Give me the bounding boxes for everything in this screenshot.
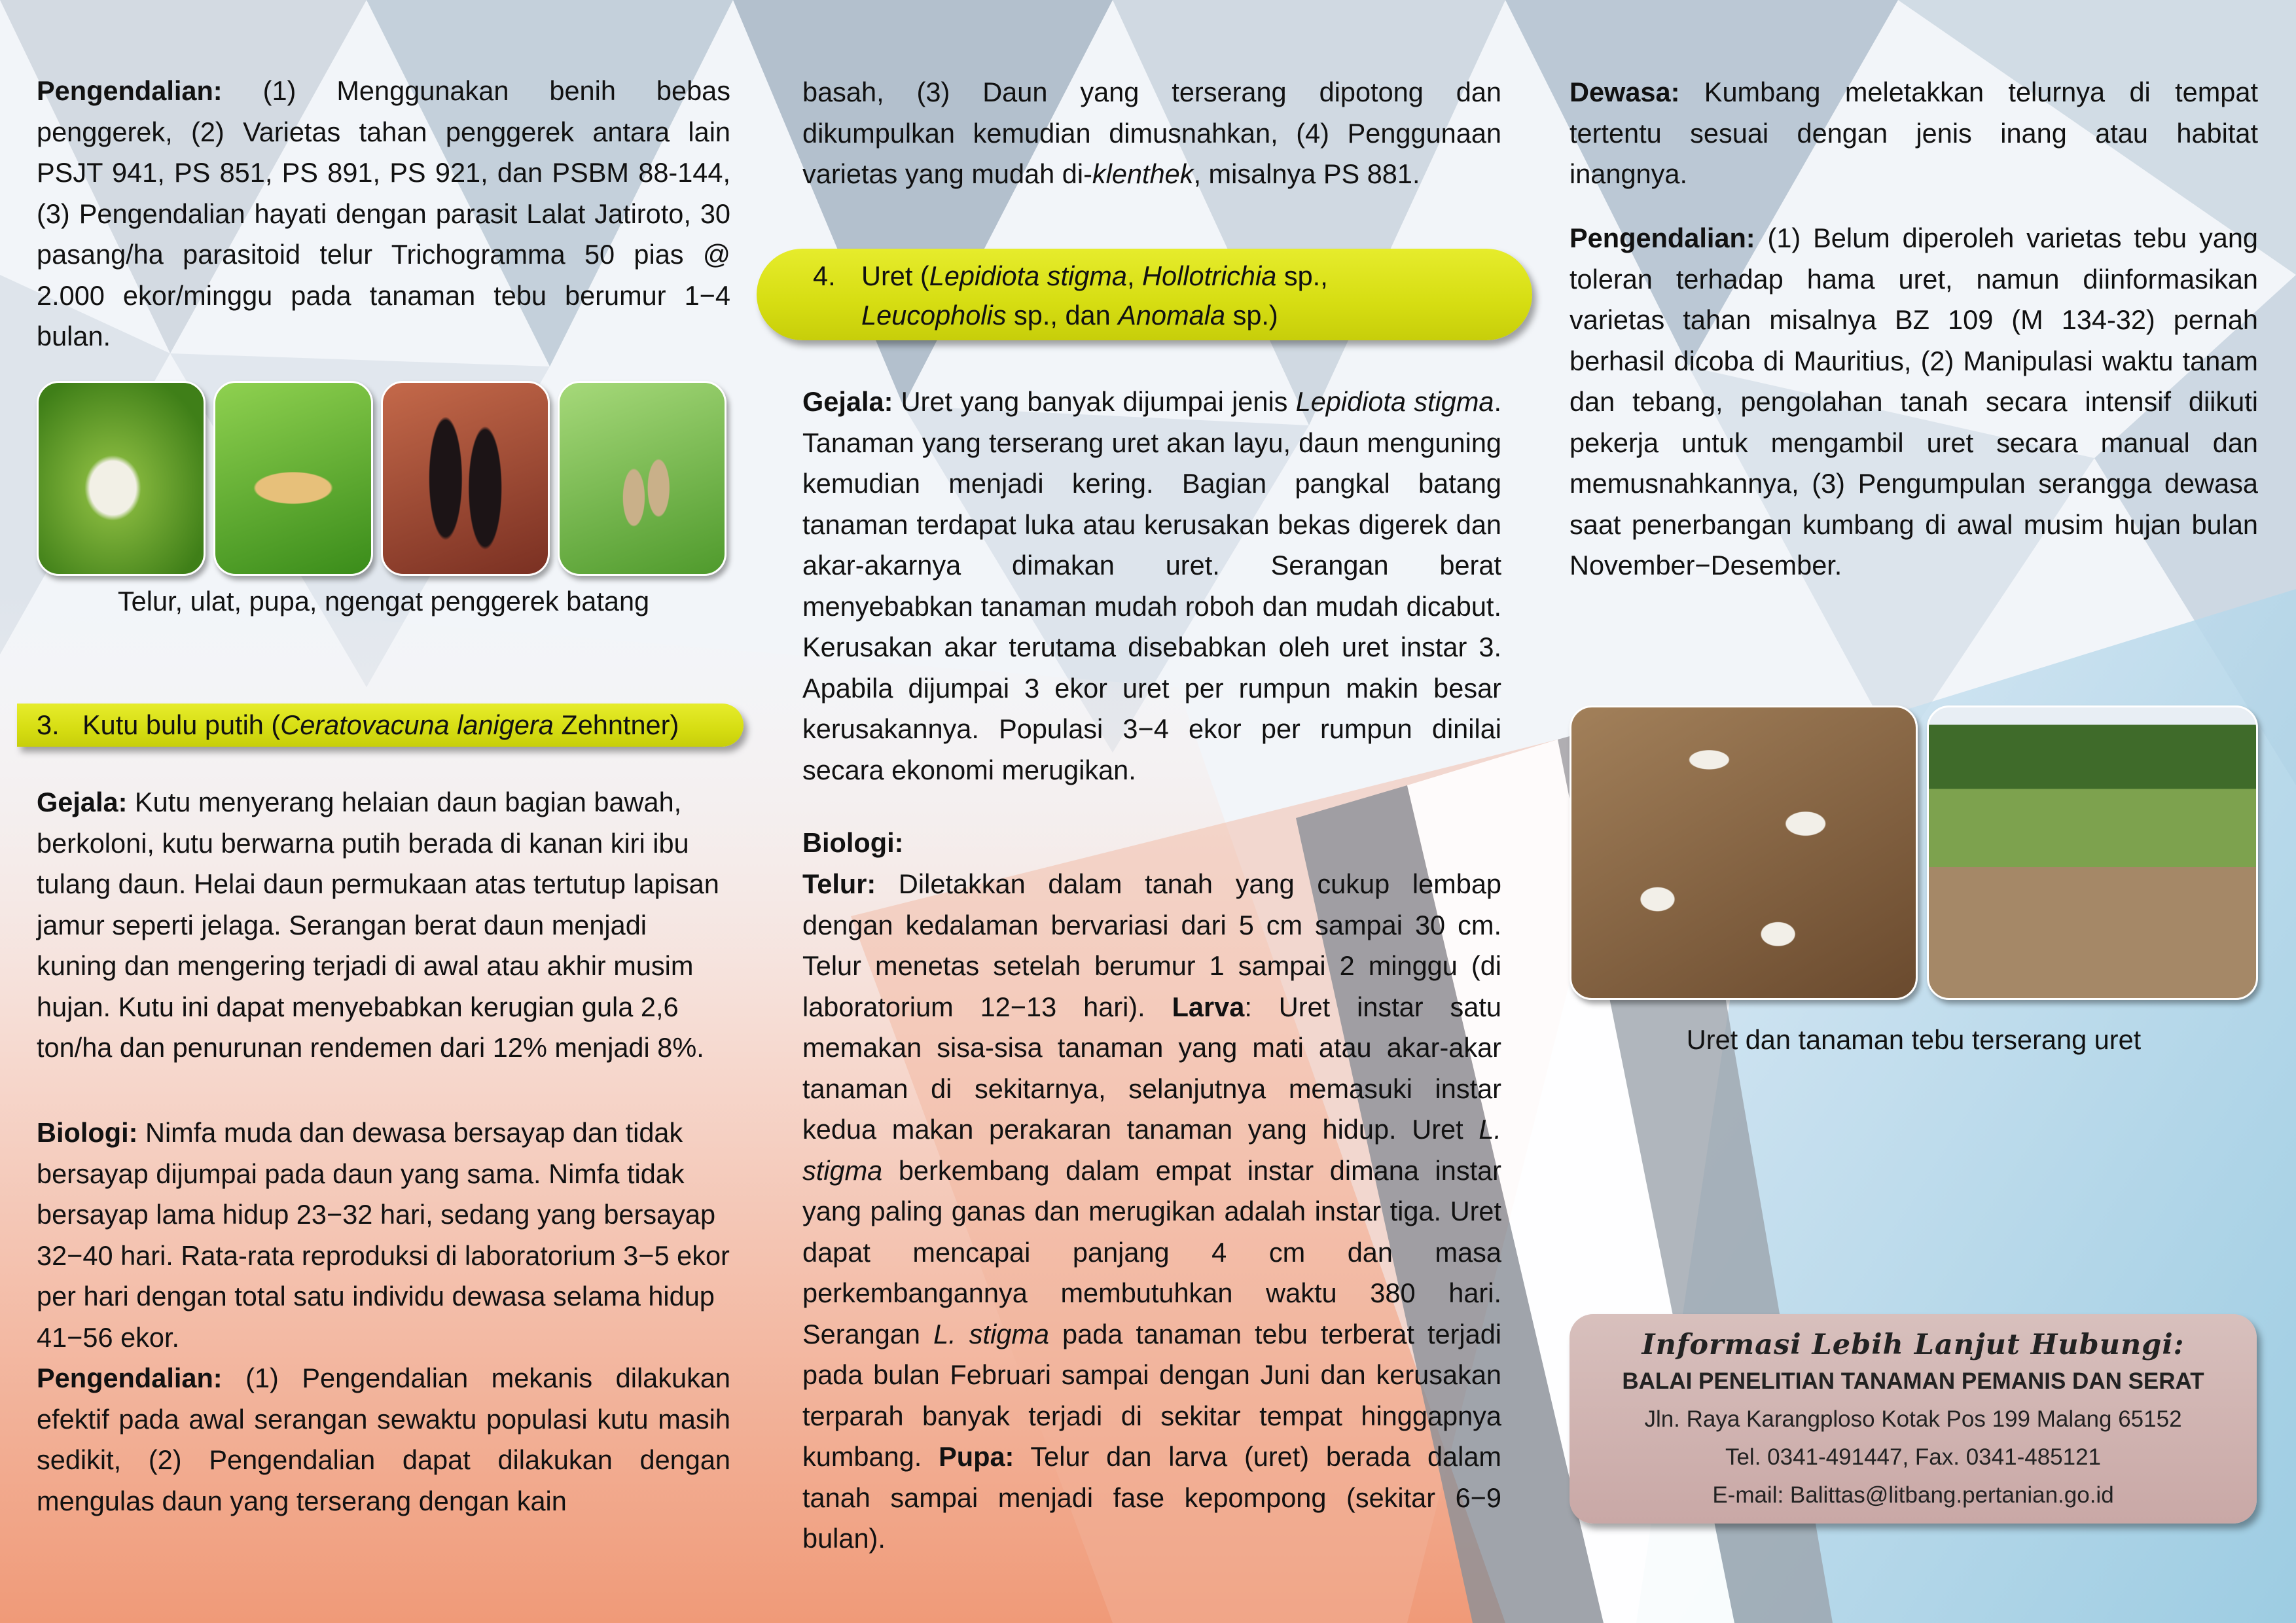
continued-text: basah, (3) Daun yang terserang dipotong dan dikumpulkan kemudian dimusnahkan, (4) Penggunaan varietas yang mudah di- — [802, 77, 1501, 189]
section-4-number: 4. — [813, 260, 836, 291]
larva-text-a: : Uret instar satu memakan sisa-sisa tanaman yang mati atau akar-akar tanaman di sekitarnya, selanjutnya memasuki instar kedua makan perakaran tanaman yang hidup. Uret — [802, 991, 1501, 1145]
gejala-uret-text-a: Uret yang banyak dijumpai jenis — [893, 386, 1296, 417]
larva-text-c: pada tanaman tebu terberat terjadi pada bulan Februari sampai dengan Juni dan kerusakan terparah banyak terjadi di sekitar tempat hinggapnya kumbang. — [802, 1318, 1502, 1472]
contact-box — [1570, 1314, 2257, 1524]
biologi-kutu-paragraph — [37, 1113, 730, 1358]
contact-heading: Informasi Lebih Lanjut Hubungi: — [1641, 1329, 2185, 1361]
section-4-sp2: sp., dan — [1006, 300, 1119, 330]
klenthek-term: klenthek — [1092, 158, 1194, 189]
larva-text-b: berkembang dalam empat instar dimana instar yang paling ganas dan merugikan adalah instar tiga. Uret dapat mencapai panjang 4 cm dan masa perkembangannya membutuhkan waktu 380 hari. Serangan — [802, 1154, 1501, 1349]
biologi-uret-label: Biologi: — [802, 827, 904, 858]
biologi-label: Biologi: — [37, 1117, 138, 1148]
section-4-species-2: Hollotrichia — [1142, 260, 1277, 291]
biologi-uret-paragraph — [802, 864, 1501, 1560]
section-4-species-1: Lepidiota stigma — [929, 260, 1127, 291]
section-4-end: sp.) — [1225, 300, 1278, 330]
section-3-author: Zehntner) — [553, 709, 679, 740]
email-link[interactable]: E-mail: Balittas@litbang.pertanian.go.id — [1712, 1482, 2114, 1508]
section-4-sep: , — [1126, 260, 1143, 291]
section-4-name: Uret ( — [861, 260, 929, 291]
pupa-label: Pupa: — [939, 1441, 1014, 1472]
gejala-uret-species: Lepidiota stigma — [1295, 386, 1494, 417]
larva-species-1: L. stigma — [802, 1114, 1501, 1186]
pupa-text: Telur dan larva (uret) berada dalam tanah sampai menjadi fase kepompong (sekitar 6−9 bulan). — [802, 1441, 1501, 1554]
pengendalian-uret-text: (1) Belum diperoleh varietas tebu yang toleran terhadap hama uret, namun diinformasikan varietas tahan misalnya BZ 109 (M 134-32) pernah berhasil dicoba di Mauritius, (2) Manipulasi waktu tanam dan tebang, pengolahan tanah secara intensif diikuti pekerja untuk mengambil uret secara manual dan memusnahkannya, (3) Pengumpulan serangga dewasa saat penerbangan kumbang di awal musim hujan bulan November−Desember. — [1570, 223, 2258, 580]
photo-egg — [37, 381, 206, 576]
pengendalian-text: (1) Menggunakan benih bebas penggerek, (2) Varietas tahan penggerek antara lain PSJT 941, PS 851, PS 891, PS 921, dan PSBM 88-144, (3) Pengendalian hayati dengan parasit Lalat Jatiroto, 30 pasang/ha parasitoid telur Trichogramma 50 pias @ 2.000 ekor/minggu pada tanaman tebu berumur 1−4 bulan. — [37, 75, 730, 351]
phone-fax: Tel. 0341-491447, Fax. 0341-485121 — [1725, 1444, 2102, 1470]
address: Jln. Raya Karangploso Kotak Pos 199 Malang 65152 — [1644, 1406, 2182, 1432]
photo-caption-right: Uret dan tanaman tebu terserang uret — [1686, 1024, 2142, 1055]
pengendalian-paragraph — [37, 71, 730, 357]
photo-moth — [558, 381, 726, 576]
pengendalian-kutu-text: (1) Pengendalian mekanis dilakukan efektif pada awal serangan sewaktu populasi kutu masih sedikit, (2) Pengendalian dapat dilakukan dengan mengulas daun yang terserang dengan kain — [37, 1363, 730, 1516]
section-4-species-3: Leucopholis — [861, 300, 1007, 330]
gejala-text: Kutu menyerang helaian daun bagian bawah, berkoloni, kutu berwarna putih berada di kanan kiri ibu tulang daun. Helai daun permukaan atas tertutup lapisan jamur seperti jelaga. Serangan berat daun menjadi kuning dan mengering terjadi di awal atau akhir musim hujan. Kutu ini dapat menyebabkan kerugian gula 2,6 ton/ha dan penurunan rendemen dari 12% menjadi 8%. — [37, 787, 719, 1063]
section-4-species-4: Anomala — [1118, 300, 1226, 330]
larva-label: Larva — [1172, 991, 1245, 1022]
section-3-name: Kutu bulu putih ( — [82, 709, 281, 740]
section-4-heading — [757, 249, 1532, 340]
pengendalian-uret-paragraph — [1570, 218, 2258, 586]
gejala-uret-paragraph — [802, 382, 1501, 791]
biologi-uret-title — [802, 823, 1501, 864]
gejala-kutu-paragraph — [37, 782, 730, 1069]
telur-label: Telur: — [802, 868, 876, 899]
section-3-species: Ceratovacuna lanigera — [280, 709, 554, 740]
photo-larva — [213, 381, 373, 576]
larva-species-2: L. stigma — [933, 1318, 1049, 1349]
section-3-heading — [17, 704, 744, 747]
continued-paragraph — [802, 72, 1501, 195]
gejala-uret-label: Gejala: — [802, 386, 893, 417]
pengendalian-kutu-paragraph — [37, 1358, 730, 1522]
section-3-number: 3. — [37, 709, 60, 740]
continued-text-end: , misalnya PS 881. — [1193, 158, 1420, 189]
dewasa-text: Kumbang meletakkan telurnya di tempat tertentu sesuai dengan jenis inang atau habitat inangnya. — [1570, 77, 2258, 189]
section-4-sp: sp., — [1276, 260, 1328, 291]
institution-name: BALAI PENELITIAN TANAMAN PEMANIS DAN SERAT — [1622, 1368, 2204, 1394]
pengendalian-label: Pengendalian: — [37, 75, 223, 106]
photo-uret-grubs — [1570, 705, 1918, 1000]
gejala-label: Gejala: — [37, 787, 128, 817]
dewasa-label: Dewasa: — [1570, 77, 1680, 107]
photo-damaged-field — [1927, 705, 2258, 1000]
pengendalian-kutu-label: Pengendalian: — [37, 1363, 223, 1393]
photo-caption-left: Telur, ulat, pupa, ngengat penggerek batang — [117, 586, 650, 616]
biologi-text: Nimfa muda dan dewasa bersayap dan tidak bersayap dijumpai pada daun yang sama. Nimfa tidak bersayap lama hidup 23−32 hari, sedang yang bersayap 32−40 hari. Rata-rata reproduksi di laboratorium 3−5 ekor per hari dengan total satu individu dewasa selama hidup 41−56 ekor. — [37, 1117, 730, 1353]
pengendalian-uret-label: Pengendalian: — [1570, 223, 1755, 253]
dewasa-paragraph — [1570, 72, 2258, 195]
telur-text: Diletakkan dalam tanah yang cukup lembap dengan kedalaman bervariasi dari 5 cm sampai 30 cm. Telur menetas setelah berumur 1 sampai 2 minggu (di laboratorium 12−13 hari). — [802, 868, 1501, 1022]
photo-pupa — [381, 381, 550, 576]
gejala-uret-text-b: . Tanaman yang terserang uret akan layu, daun menguning kemudian menjadi kering. Bagian pangkal batang tanaman terdapat luka atau kerusakan bekas digerek dan akar-akarnya dimakan uret. Serangan berat menyebabkan tanaman mudah roboh dan mudah dicabut. Kerusakan akar terutama disebabkan oleh uret instar 3. Apabila dijumpai 3 ekor uret per rumpun makin besar kerusakannya. Populasi 3−4 ekor per rumpun dinilai secara ekonomi merugikan. — [802, 386, 1502, 785]
